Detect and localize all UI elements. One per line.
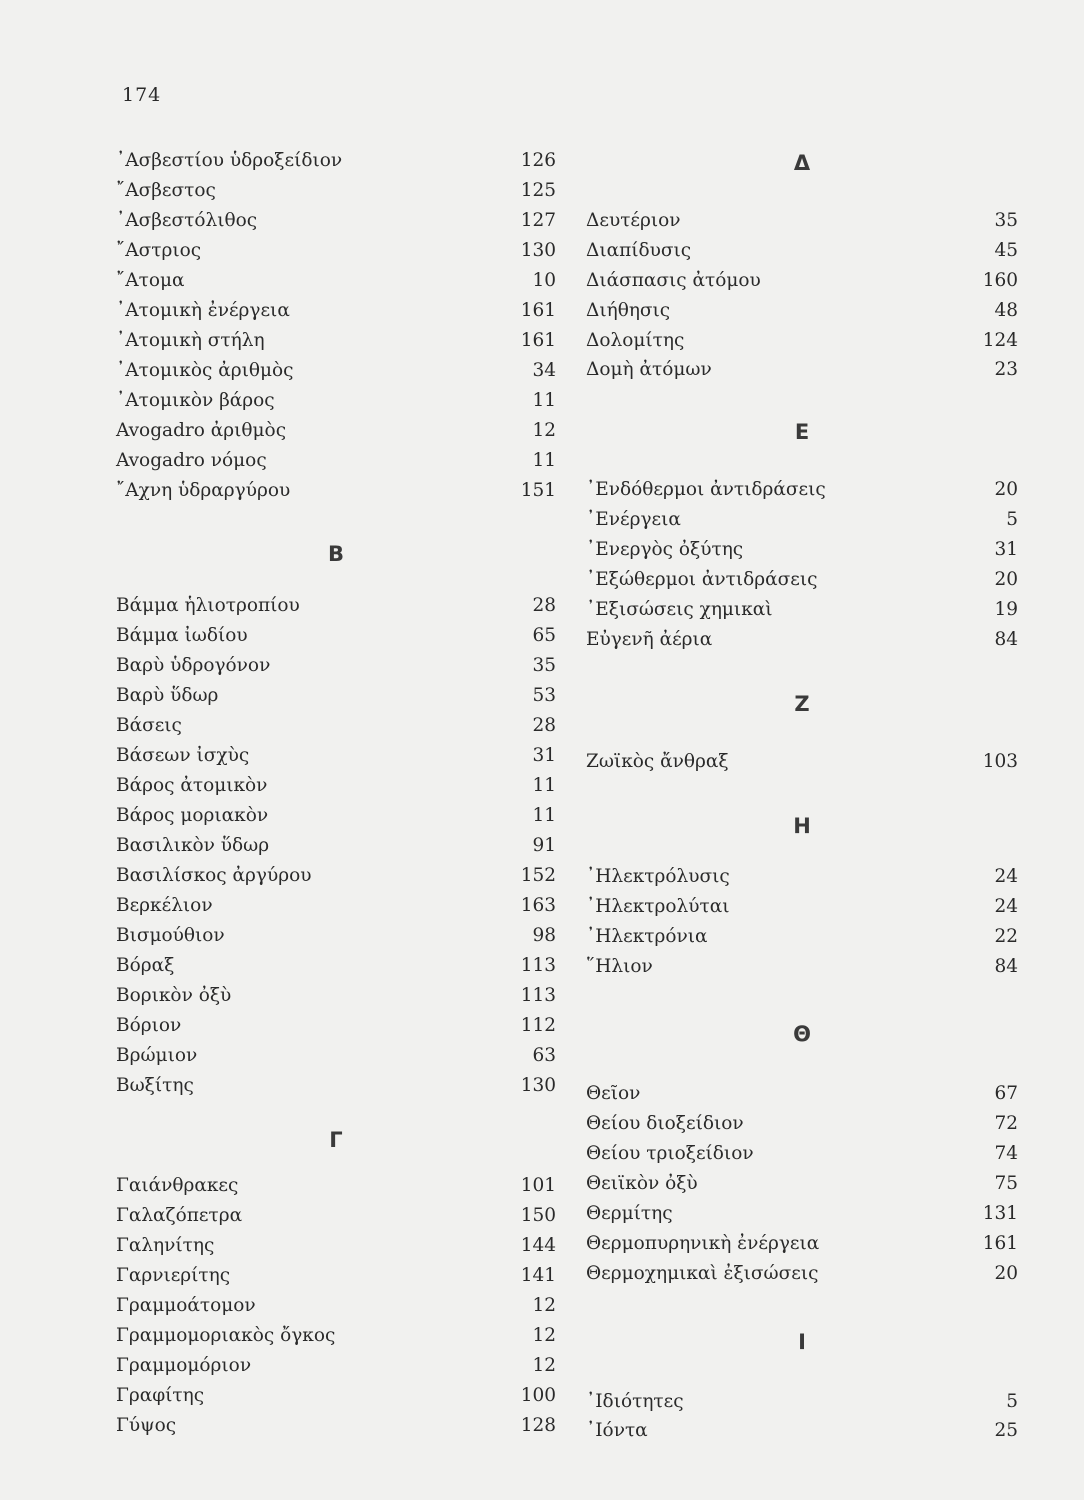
index-page-ref: 100	[520, 1385, 556, 1406]
index-page-ref: 5	[1006, 509, 1018, 530]
index-term: ᾿Ατομικὸς ἀριθμὸς	[116, 360, 294, 381]
index-page-ref: 101	[520, 1175, 556, 1196]
index-term: Γαιάνθρακες	[116, 1175, 239, 1196]
index-term: ῎Ατομα	[116, 270, 185, 291]
index-term: Γραμμομόριον	[116, 1355, 252, 1376]
index-page-ref: 124	[982, 330, 1018, 351]
index-term: ᾿Ενδόθερμοι ἀντιδράσεις	[586, 479, 826, 500]
index-term: Θερμοπυρηνικὴ ἐνέργεια	[586, 1233, 820, 1254]
index-entry	[586, 236, 1018, 266]
index-page-ref: 84	[994, 629, 1018, 650]
index-entry	[116, 296, 556, 326]
page-number: 174	[122, 84, 162, 106]
index-entry	[586, 326, 1018, 356]
index-entry	[586, 505, 1018, 535]
index-page-ref: 12	[532, 1325, 556, 1346]
index-page-ref: 22	[994, 926, 1018, 947]
index-term: Βόριον	[116, 1015, 182, 1036]
index-entry	[116, 416, 556, 446]
index-entry	[116, 356, 556, 386]
index-term: ᾿Ενέργεια	[586, 509, 681, 530]
index-term: Γαρνιερίτης	[116, 1265, 231, 1286]
index-term: Βαρὺ ὑδρογόνον	[116, 655, 271, 676]
index-term: Βόραξ	[116, 955, 175, 976]
index-page-ref: 160	[982, 270, 1018, 291]
index-entry	[116, 236, 556, 266]
section-letter-header: Ι	[798, 1330, 806, 1354]
index-page-ref: 84	[994, 956, 1018, 977]
index-entry	[586, 595, 1018, 625]
index-page-ref: 127	[520, 210, 556, 231]
index-term: ῞Ηλιον	[586, 956, 653, 977]
index-term: Βερκέλιον	[116, 895, 213, 916]
index-page-ref: 72	[994, 1113, 1018, 1134]
index-page-ref: 103	[982, 751, 1018, 772]
index-entry	[116, 266, 556, 296]
index-page-ref: 24	[994, 896, 1018, 917]
index-entry	[116, 861, 556, 891]
index-entry	[116, 1071, 556, 1101]
index-term: ᾿Ατομικὴ στήλη	[116, 330, 265, 351]
index-term: Βάρος μοριακὸν	[116, 805, 269, 826]
index-entry	[116, 711, 556, 741]
section-letter-header: Β	[327, 542, 344, 566]
index-entry	[586, 1169, 1018, 1199]
index-page-ref: 10	[532, 270, 556, 291]
index-entry	[586, 862, 1018, 892]
index-page-ref: 151	[520, 480, 556, 501]
index-entry	[116, 771, 556, 801]
index-page-ref: 20	[994, 569, 1018, 590]
index-entry	[116, 951, 556, 981]
index-term: Βορικὸν ὀξὺ	[116, 985, 232, 1006]
index-page-ref: 126	[520, 150, 556, 171]
index-page-ref: 150	[520, 1205, 556, 1226]
index-entry	[116, 1201, 556, 1231]
index-entry	[116, 801, 556, 831]
index-page-ref: 24	[994, 866, 1018, 887]
index-term: Βάμμα ἡλιοτροπίου	[116, 595, 300, 616]
index-term: Avogadro ἀριθμὸς	[116, 420, 287, 441]
index-page-ref: 91	[532, 835, 556, 856]
index-entry	[116, 476, 556, 506]
index-page-ref: 25	[994, 1420, 1018, 1441]
index-term: Βάρος ἀτομικὸν	[116, 775, 268, 796]
index-page-ref: 5	[1006, 1391, 1018, 1412]
index-entry	[586, 892, 1018, 922]
index-entry	[586, 565, 1018, 595]
index-entry	[116, 981, 556, 1011]
index-page-ref: 98	[532, 925, 556, 946]
index-term: Θείου διοξείδιον	[586, 1113, 744, 1134]
index-term: Avogadro νόμος	[116, 450, 267, 471]
index-entry	[116, 651, 556, 681]
index-term: ῎Αστριος	[116, 240, 202, 261]
index-entry	[586, 1079, 1018, 1109]
index-entry	[586, 206, 1018, 236]
index-entry	[116, 1381, 556, 1411]
index-term: Θερμίτης	[586, 1203, 673, 1224]
index-term: ᾿Ενεργὸς ὀξύτης	[586, 539, 744, 560]
index-page-ref: 11	[532, 390, 556, 411]
index-term: ᾿Ηλεκτρόνια	[586, 926, 708, 947]
index-entry	[116, 1231, 556, 1261]
index-page-ref: 152	[520, 865, 556, 886]
index-entry	[586, 922, 1018, 952]
index-term: Γαλαζόπετρα	[116, 1205, 243, 1226]
index-term: Ζωϊκὸς ἄνθραξ	[586, 751, 729, 772]
index-entry	[586, 296, 1018, 326]
index-page-ref: 130	[520, 1075, 556, 1096]
index-term: Δευτέριον	[586, 210, 681, 231]
section-letter-header: Θ	[793, 1022, 811, 1046]
index-term: Εὐγενῆ ἀέρια	[586, 629, 713, 650]
index-term: Βασιλίσκος ἀργύρου	[116, 865, 312, 886]
index-page-ref: 161	[982, 1233, 1018, 1254]
section-letter-header: Ζ	[794, 692, 810, 716]
index-entry	[586, 266, 1018, 296]
index-entry	[116, 591, 556, 621]
index-term: ᾿Ασβεστίου ὑδροξείδιον	[116, 150, 343, 171]
index-term: Γραμμομοριακὸς ὄγκος	[116, 1325, 336, 1346]
index-term: Θεῖον	[586, 1083, 641, 1104]
index-entry	[116, 1011, 556, 1041]
index-page-ref: 161	[520, 330, 556, 351]
index-entry	[586, 1259, 1018, 1289]
index-page-ref: 11	[532, 805, 556, 826]
index-term: ᾿Ατομικὴ ἐνέργεια	[116, 300, 290, 321]
index-page-ref: 20	[994, 1263, 1018, 1284]
index-term: Διάσπασις ἀτόμου	[586, 270, 761, 291]
index-term: Δομὴ ἀτόμων	[586, 359, 712, 380]
index-entry	[586, 625, 1018, 655]
index-entry	[116, 681, 556, 711]
index-term: ᾿Ιδιότητες	[586, 1391, 684, 1412]
index-term: Βάμμα ἰωδίου	[116, 625, 248, 646]
index-page-ref: 63	[532, 1045, 556, 1066]
section-letter-header: Η	[793, 814, 811, 838]
index-page-ref: 112	[520, 1015, 556, 1036]
index-page-ref: 12	[532, 1295, 556, 1316]
section-letter-header: Γ	[329, 1128, 343, 1152]
index-term: Γαληνίτης	[116, 1235, 215, 1256]
index-term: Θερμοχημικαὶ ἐξισώσεις	[586, 1263, 819, 1284]
index-page-ref: 45	[994, 240, 1018, 261]
index-entry	[116, 386, 556, 416]
index-page-ref: 113	[520, 955, 556, 976]
index-term: ᾿Ηλεκτρόλυσις	[586, 866, 730, 887]
index-term: Βασιλικὸν ὕδωρ	[116, 835, 270, 856]
section-letter-header: Ε	[794, 420, 810, 444]
index-term: Βισμούθιον	[116, 925, 225, 946]
index-entry	[116, 206, 556, 236]
index-page-ref: 12	[532, 420, 556, 441]
index-page-ref: 74	[994, 1143, 1018, 1164]
index-term: Βωξίτης	[116, 1075, 194, 1096]
index-entry	[116, 446, 556, 476]
index-term: Βάσεων ἰσχὺς	[116, 745, 250, 766]
index-entry	[586, 1416, 1018, 1446]
index-term: ᾿Ασβεστόλιθος	[116, 210, 258, 231]
index-page-ref: 11	[532, 775, 556, 796]
index-entry	[116, 176, 556, 206]
index-page-ref: 67	[994, 1083, 1018, 1104]
index-page-ref: 19	[994, 599, 1018, 620]
index-term: ᾿Εξισώσεις χημικαὶ	[586, 599, 773, 620]
index-entry	[586, 475, 1018, 505]
index-page-ref: 53	[532, 685, 556, 706]
index-page-ref: 48	[994, 300, 1018, 321]
index-entry	[586, 952, 1018, 982]
index-term: ῎Ασβεστος	[116, 180, 216, 201]
index-entry	[586, 1139, 1018, 1169]
index-entry	[116, 1411, 556, 1441]
index-page-ref: 28	[532, 715, 556, 736]
index-page-ref: 128	[520, 1415, 556, 1436]
index-entry	[586, 1387, 1018, 1417]
index-entry	[586, 1229, 1018, 1259]
index-term: Γραμμοάτομον	[116, 1295, 256, 1316]
index-page-ref: 161	[520, 300, 556, 321]
index-entry	[116, 1041, 556, 1071]
index-page-ref: 113	[520, 985, 556, 1006]
index-entry	[586, 535, 1018, 565]
index-term: Δολομίτης	[586, 330, 685, 351]
index-entry	[116, 1171, 556, 1201]
index-term: Θείου τριοξείδιον	[586, 1143, 754, 1164]
index-term: Βάσεις	[116, 715, 182, 736]
index-term: ᾿Εξώθερμοι ἀντιδράσεις	[586, 569, 818, 590]
index-page-ref: 163	[520, 895, 556, 916]
index-term: ᾿Ιόντα	[586, 1420, 648, 1441]
index-page-ref: 75	[994, 1173, 1018, 1194]
index-entry	[116, 1351, 556, 1381]
index-page-ref: 65	[532, 625, 556, 646]
index-page-ref: 12	[532, 1355, 556, 1376]
index-page-ref: 35	[532, 655, 556, 676]
index-entry	[586, 1199, 1018, 1229]
index-term: ᾿Ατομικὸν βάρος	[116, 390, 275, 411]
index-entry	[116, 891, 556, 921]
index-entry	[116, 621, 556, 651]
index-term: Διαπίδυσις	[586, 240, 692, 261]
index-entry	[116, 1261, 556, 1291]
index-term: Διήθησις	[586, 300, 671, 321]
index-term: Γραφίτης	[116, 1385, 205, 1406]
index-term: Βαρὺ ὕδωρ	[116, 685, 219, 706]
index-entry	[116, 831, 556, 861]
index-page-ref: 144	[520, 1235, 556, 1256]
index-entry	[116, 1291, 556, 1321]
index-term: ᾿Ηλεκτρολύται	[586, 896, 730, 917]
index-page-ref: 131	[982, 1203, 1018, 1224]
index-page-ref: 31	[994, 539, 1018, 560]
index-entry	[116, 146, 556, 176]
index-page-ref: 20	[994, 479, 1018, 500]
index-page-ref: 34	[532, 360, 556, 381]
index-entry	[116, 326, 556, 356]
index-page-ref: 23	[994, 359, 1018, 380]
index-entry	[116, 921, 556, 951]
index-entry	[586, 355, 1018, 385]
index-term: Βρώμιον	[116, 1045, 198, 1066]
index-page-ref: 141	[520, 1265, 556, 1286]
index-entry	[116, 741, 556, 771]
index-entry	[586, 1109, 1018, 1139]
index-page-ref: 28	[532, 595, 556, 616]
index-page-ref: 125	[520, 180, 556, 201]
index-page-ref: 31	[532, 745, 556, 766]
section-letter-header: Δ	[793, 151, 811, 175]
index-page-ref: 130	[520, 240, 556, 261]
index-term: Θειϊκὸν ὀξὺ	[586, 1173, 698, 1194]
index-page-ref: 11	[532, 450, 556, 471]
index-entry	[116, 1321, 556, 1351]
index-entry	[586, 747, 1018, 777]
index-page-ref: 35	[994, 210, 1018, 231]
index-term: ῎Αχνη ὑδραργύρου	[116, 480, 291, 501]
index-term: Γύψος	[116, 1415, 177, 1436]
